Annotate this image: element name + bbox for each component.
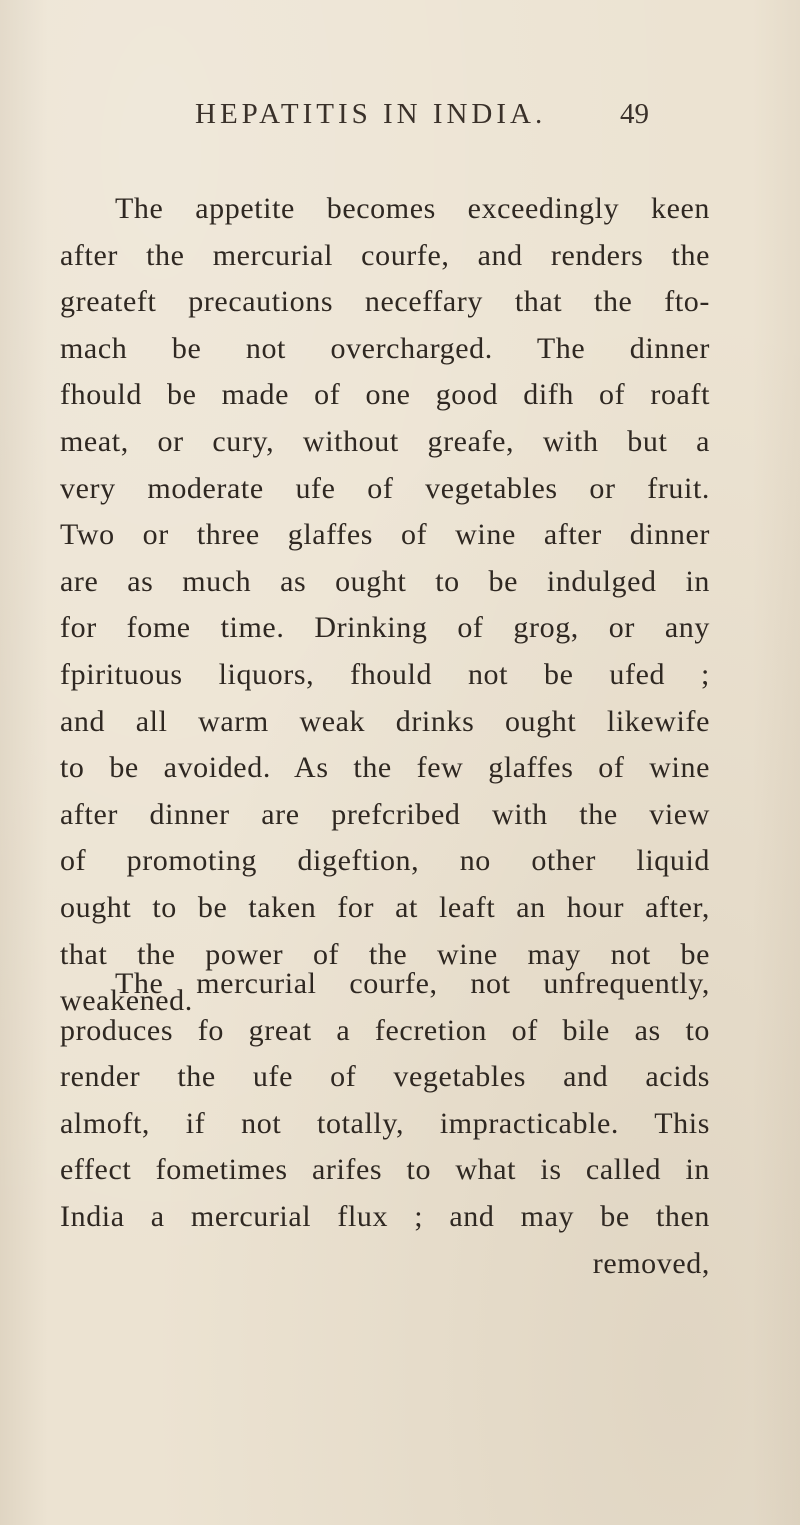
text-line: Two or three glaffes of wine after dinner (60, 518, 710, 552)
text-line: The mercurial courfe, not unfrequently, (115, 967, 710, 1000)
text-line: The appetite becomes exceedingly keen (115, 192, 710, 225)
catchword: removed, (592, 1246, 710, 1280)
text-line: fhould be made of one good difh of roaft (60, 378, 710, 412)
text-line: meat, or cury, without greafe, with but a (60, 424, 710, 458)
text-line: produces fo great a fecretion of bile as to (60, 1013, 710, 1047)
text-line: after the mercurial courfe, and renders the (60, 238, 710, 272)
text-line: effect fometimes arifes to what is called in (60, 1153, 710, 1187)
running-title: HEPATITIS IN INDIA. (195, 98, 547, 130)
text-line: greateft precautions neceffary that the fto- (60, 285, 710, 319)
text-line: that the power of the wine may not be (60, 937, 710, 971)
text-line: mach be not overcharged. The dinner (60, 331, 710, 365)
text-line: ought to be taken for at leaft an hour after, (60, 890, 710, 924)
text-line: to be avoided. As the few glaffes of wine (60, 751, 710, 785)
paragraph-2 (60, 961, 710, 1287)
text-line: for fome time. Drinking of grog, or any (60, 611, 710, 645)
running-head (0, 98, 800, 148)
text-line: after dinner are prefcribed with the view (60, 797, 710, 831)
text-line: are as much as ought to be indulged in (60, 564, 710, 598)
text-line: and all warm weak drinks ought likewife (60, 704, 710, 738)
text-line: very moderate ufe of vegetables or fruit. (60, 471, 710, 505)
text-line: fpirituous liquors, fhould not be ufed ; (60, 657, 710, 691)
paragraph-1 (60, 186, 710, 1025)
text-line: India a mercurial flux ; and may be then (60, 1199, 710, 1233)
page-number: 49 (620, 98, 649, 130)
text-line: render the ufe of vegetables and acids (60, 1060, 710, 1094)
text-line: weakened. (60, 984, 193, 1018)
text-line: almoft, if not totally, impracticable. This (60, 1106, 710, 1140)
text-line: of promoting digeftion, no other liquid (60, 844, 710, 878)
